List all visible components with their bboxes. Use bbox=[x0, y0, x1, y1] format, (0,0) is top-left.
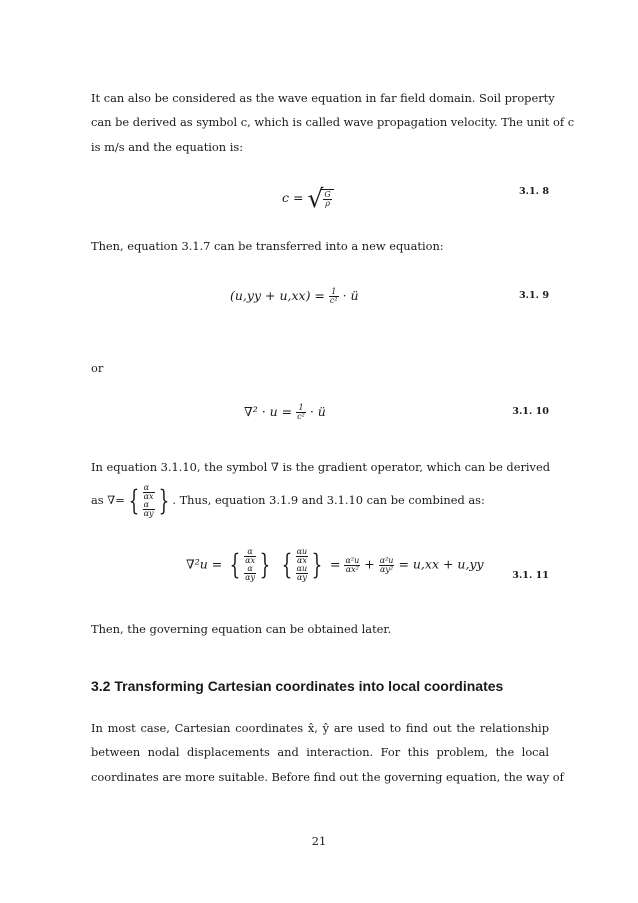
eq-lhs: (u,yy + u,xx) = bbox=[230, 288, 325, 303]
paragraph-gradient-line2 bbox=[91, 484, 549, 518]
paragraph-or bbox=[91, 356, 549, 380]
denominator: αx bbox=[296, 556, 307, 565]
text-line: or bbox=[91, 361, 104, 375]
text-line: between nodal displacements and interaction. For this problem, the local bbox=[91, 745, 549, 760]
plus-sign: + bbox=[364, 556, 375, 572]
numerator: 1 bbox=[329, 288, 339, 297]
text-line bbox=[91, 484, 549, 518]
text-line: In most case, Cartesian coordinates x̂, ŷ are used to find out the relationship bbox=[91, 721, 549, 735]
numerator: 1 bbox=[296, 404, 306, 413]
text-line: It can also be considered as the wave equation in far field domain. Soil property bbox=[91, 91, 555, 105]
paragraph-governing bbox=[91, 617, 549, 641]
left-brace: { bbox=[229, 548, 241, 581]
text-line: coordinates are more suitable. Before find out the governing equation, the way of bbox=[91, 769, 564, 784]
text-fragment: . Thus, equation 3.1.9 and 3.1.10 can be combined as: bbox=[172, 493, 485, 507]
fraction bbox=[143, 484, 155, 501]
fraction bbox=[296, 404, 306, 421]
radical-sign: √ bbox=[307, 184, 324, 213]
numerator: G bbox=[324, 190, 331, 199]
text-fragment: as ∇= bbox=[91, 493, 125, 507]
equation-3-1-10 bbox=[244, 404, 326, 421]
text-line: Then, equation 3.1.7 can be transferred into a new equation: bbox=[91, 239, 444, 253]
eq-rhs: = u,xx + u,yy bbox=[398, 556, 484, 572]
equation-label: 3.1. 11 bbox=[512, 570, 549, 581]
numerator: α²u bbox=[379, 555, 394, 565]
equation-3-1-8 bbox=[282, 184, 334, 213]
fraction bbox=[244, 565, 256, 582]
numerator: α bbox=[143, 501, 155, 510]
fraction bbox=[296, 565, 309, 582]
text-line: Then, the governing equation can be obtained later. bbox=[91, 622, 392, 636]
eq-rhs: · ü bbox=[309, 404, 326, 419]
left-brace: { bbox=[128, 484, 140, 517]
eq-lhs: ∇² · u = bbox=[244, 404, 293, 419]
eq-lhs: ∇²u = bbox=[186, 556, 223, 572]
denominator: αx bbox=[143, 492, 154, 501]
denominator: αy bbox=[245, 573, 255, 582]
fraction bbox=[143, 501, 155, 518]
left-brace: { bbox=[281, 548, 293, 581]
denominator: αx² bbox=[345, 564, 359, 574]
paragraph-gradient bbox=[91, 455, 549, 479]
right-brace: } bbox=[311, 548, 323, 581]
fraction bbox=[344, 557, 360, 574]
fraction bbox=[323, 191, 331, 208]
paragraph-transfer bbox=[91, 234, 549, 258]
displacement-vector bbox=[296, 548, 309, 582]
section-heading: 3.2 Transforming Cartesian coordinates into local coordinates bbox=[91, 678, 504, 694]
text-line: In equation 3.1.10, the symbol ∇ is the gradient operator, which can be derived bbox=[91, 460, 551, 474]
denominator: c² bbox=[329, 296, 338, 305]
equation-label: 3.1. 10 bbox=[512, 406, 549, 417]
text-line: is m/s and the equation is: bbox=[91, 139, 244, 154]
eq-rhs: · ü bbox=[342, 288, 359, 303]
right-brace: } bbox=[158, 484, 169, 517]
fraction bbox=[244, 548, 256, 565]
gradient-vector bbox=[143, 484, 155, 518]
equation-3-1-11 bbox=[186, 548, 484, 582]
page-number: 21 bbox=[311, 834, 327, 848]
equation-label: 3.1. 9 bbox=[518, 290, 549, 301]
fraction bbox=[296, 548, 309, 565]
equals-sign: = bbox=[330, 556, 341, 572]
square-root bbox=[307, 184, 333, 213]
operator-vector bbox=[244, 548, 256, 582]
fraction bbox=[379, 557, 395, 574]
numerator: αu bbox=[296, 564, 308, 573]
numerator: α bbox=[143, 484, 155, 493]
fraction bbox=[329, 288, 339, 305]
denominator: αy bbox=[143, 509, 154, 518]
denominator: ρ bbox=[325, 199, 330, 208]
denominator: αy bbox=[296, 573, 307, 582]
eq-lhs: c = bbox=[282, 190, 304, 205]
paragraph-wave-equation bbox=[91, 86, 575, 159]
right-brace: } bbox=[259, 548, 271, 581]
denominator: c² bbox=[297, 412, 305, 421]
denominator: αy² bbox=[380, 564, 394, 574]
numerator: α bbox=[244, 565, 256, 574]
denominator: αx bbox=[245, 556, 255, 565]
numerator: α²u bbox=[345, 555, 360, 565]
equation-label: 3.1. 8 bbox=[518, 186, 549, 197]
text-line: can be derived as symbol c, which is called wave propagation velocity. The unit of c bbox=[91, 115, 575, 130]
numerator: α bbox=[244, 548, 256, 557]
equation-3-1-9 bbox=[230, 288, 359, 305]
paragraph-cartesian bbox=[91, 716, 564, 789]
numerator: αu bbox=[296, 547, 308, 556]
